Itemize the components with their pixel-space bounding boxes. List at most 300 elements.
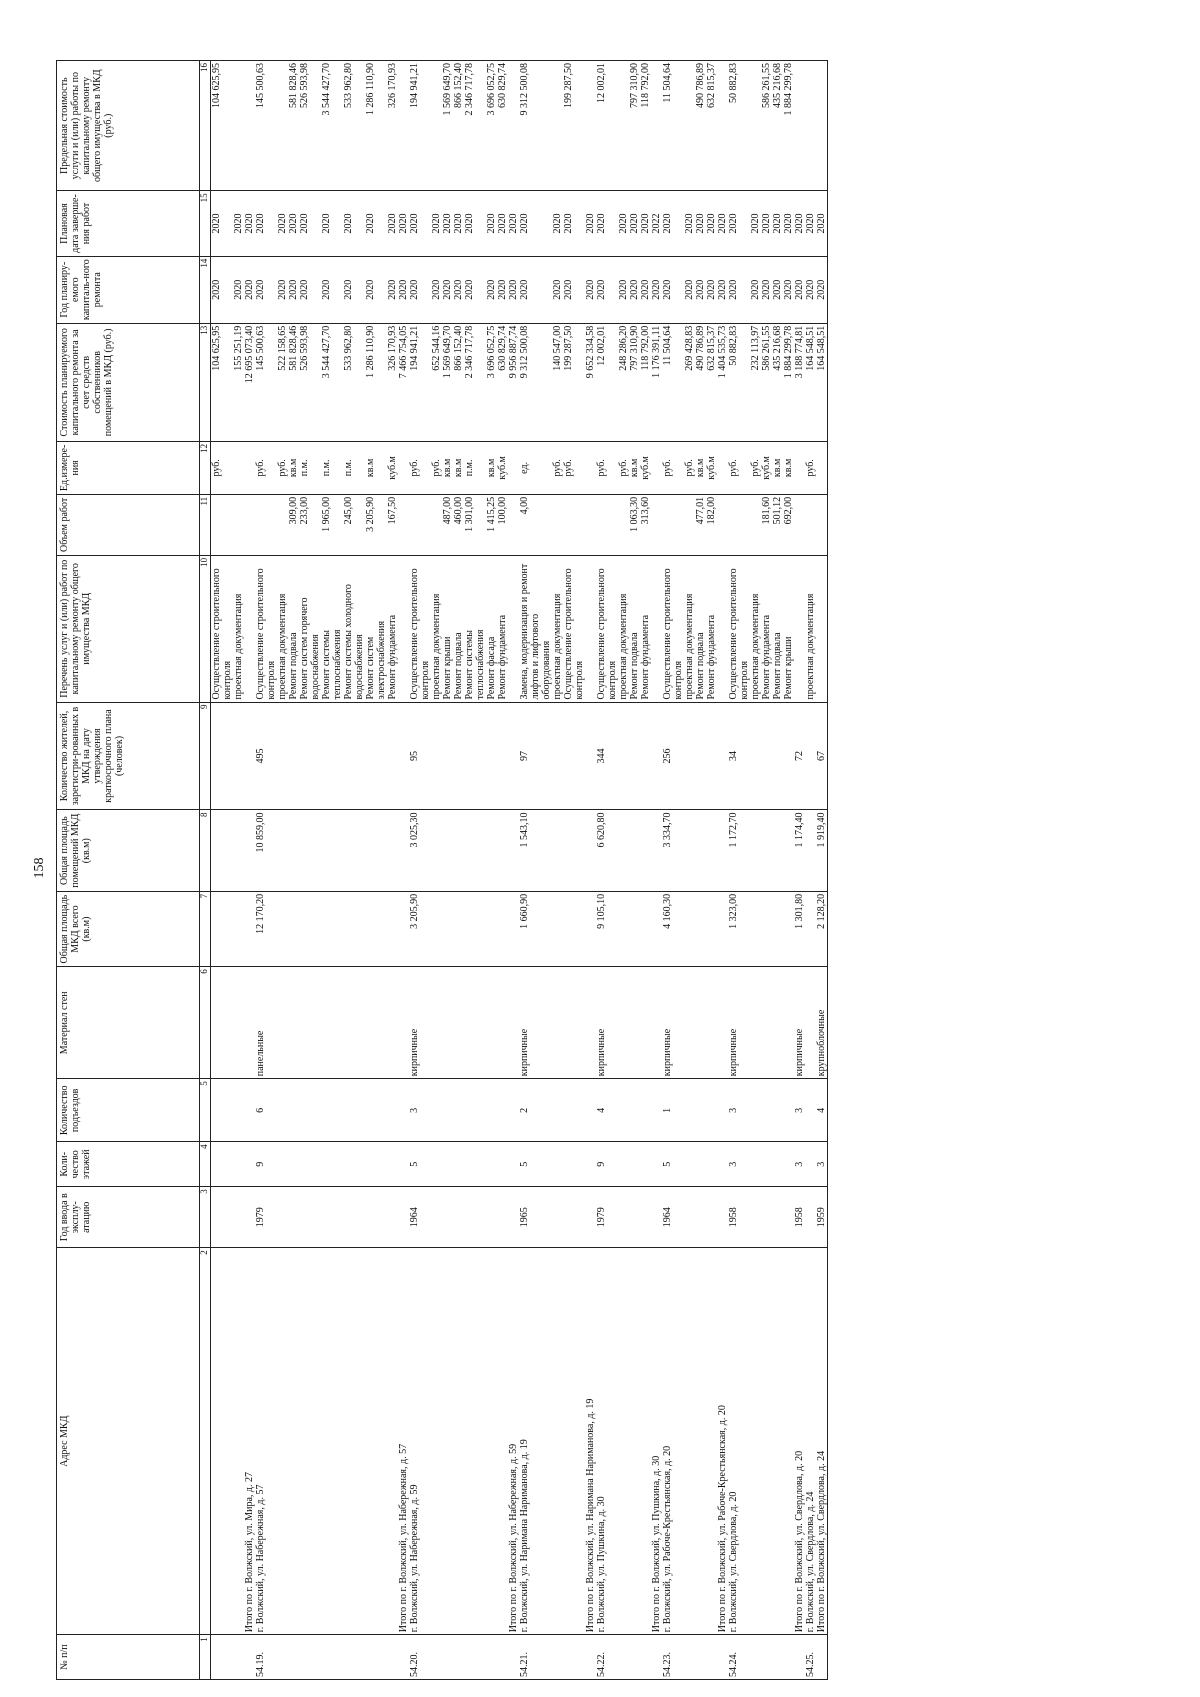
column-header: Общая площадь помещений МКД (кв.м) [57, 810, 200, 891]
table-cell [398, 494, 409, 555]
table-cell: 118 792,00 [640, 61, 651, 191]
table-cell [211, 1079, 234, 1142]
table-row [695, 61, 706, 1680]
table-row [706, 61, 717, 1680]
table-cell [783, 1187, 794, 1248]
table-cell: проектная документация [277, 555, 288, 702]
table-cell: 326 170,93 [387, 61, 398, 191]
table-cell [618, 891, 629, 966]
table-cell [442, 810, 453, 891]
table-cell: руб. [409, 441, 431, 494]
table-cell [794, 494, 805, 555]
table-cell [585, 1079, 596, 1142]
table-cell [706, 1187, 717, 1248]
table-cell: 526 593,98 [299, 323, 321, 441]
table-cell [255, 494, 277, 555]
table-cell: 54.23. [662, 1635, 684, 1680]
table-cell [497, 1248, 508, 1635]
table-cell: 2020 [211, 191, 234, 256]
table-cell [772, 967, 783, 1079]
table-cell: куб.м [387, 441, 398, 494]
table-cell [442, 1142, 453, 1187]
table-cell [442, 891, 453, 966]
table-cell: 233,00 [299, 494, 321, 555]
table-cell: руб. [563, 441, 585, 494]
table-cell [585, 967, 596, 1079]
table-cell: 586 261,55 [761, 61, 772, 191]
table-cell: Итого по г. Волжский, ул. Наримана Нариманова, д. 19 [585, 1248, 596, 1635]
table-cell [552, 1187, 563, 1248]
table-cell [464, 1187, 486, 1248]
table-row [761, 61, 772, 1680]
table-cell: Ремонт фундамента [706, 555, 717, 702]
table-cell: куб.м [706, 441, 717, 494]
table-cell [618, 1248, 629, 1635]
table-cell: Осуществление строительного контроля [409, 555, 431, 702]
table-cell [233, 1248, 244, 1635]
table-cell [365, 1187, 387, 1248]
table-cell [750, 61, 761, 191]
table-cell: 1 884 299,78 [783, 323, 794, 441]
table-cell: 269 428,83 [684, 323, 695, 441]
table-cell: 54.22. [596, 1635, 618, 1680]
table-cell: 309,00 [288, 494, 299, 555]
table-cell [508, 61, 519, 191]
table-cell [299, 1079, 321, 1142]
table-cell: 3 [409, 1079, 431, 1142]
column-header: Материал стен [57, 967, 200, 1079]
table-cell: 2020 [442, 191, 453, 256]
table-cell: кв.м [442, 441, 453, 494]
table-cell: Осуществление строительного контроля [728, 555, 750, 702]
table-cell [244, 1142, 255, 1187]
table-cell [244, 61, 255, 191]
table-cell: 2020 [563, 191, 585, 256]
table-cell [233, 1079, 244, 1142]
table-cell: Ремонт крыши [442, 555, 453, 702]
table-cell: 477,01 [695, 494, 706, 555]
table-cell [244, 1635, 255, 1680]
table-cell: руб. [431, 441, 442, 494]
table-cell: руб. [805, 441, 816, 494]
table-cell: 100,00 [497, 494, 508, 555]
table-cell [387, 1248, 398, 1635]
table-cell [299, 702, 321, 810]
table-cell: куб.м [497, 441, 508, 494]
table-cell: 2020 [563, 256, 585, 323]
table-cell [299, 1187, 321, 1248]
table-cell: 3 696 052,75 [486, 61, 497, 191]
table-cell: Итого по г. Волжский, ул. Свердлова, д. 24 [816, 1248, 828, 1635]
table-cell [618, 1142, 629, 1187]
table-cell: 164 548,51 [805, 323, 816, 441]
table-cell [563, 891, 585, 966]
table-cell [618, 494, 629, 555]
table-cell [244, 967, 255, 1079]
table-cell: 10 859,00 [255, 810, 277, 891]
table-cell [321, 1079, 343, 1142]
table-cell: 630 829,74 [497, 323, 508, 441]
table-cell [321, 891, 343, 966]
table-cell: 50 882,83 [728, 61, 750, 191]
table-cell [629, 702, 640, 810]
column-header: Адрес МКД [57, 1248, 200, 1635]
table-cell: 2020 [508, 191, 519, 256]
table-cell [750, 1635, 761, 1680]
table-cell [464, 1079, 486, 1142]
capital-repair-table [56, 60, 828, 1680]
table-cell: Ремонт подвала [453, 555, 464, 702]
table-cell: 2020 [772, 256, 783, 323]
table-cell [365, 702, 387, 810]
table-cell: 487,00 [442, 494, 453, 555]
table-cell: 2020 [640, 256, 651, 323]
table-cell: 7 466 754,05 [398, 323, 409, 441]
table-cell: 50 882,83 [728, 323, 750, 441]
table-cell: кв.м [783, 441, 794, 494]
table-cell: 435 216,68 [772, 61, 783, 191]
table-cell: 1979 [596, 1187, 618, 1248]
table-cell [211, 891, 234, 966]
table-cell [750, 1142, 761, 1187]
table-cell: 1 919,40 [816, 810, 828, 891]
table-cell: 460,00 [453, 494, 464, 555]
table-cell [277, 1187, 288, 1248]
table-cell: руб. [277, 441, 288, 494]
table-cell: 2020 [618, 191, 629, 256]
table-cell [244, 494, 255, 555]
table-cell: 2020 [365, 256, 387, 323]
table-cell [365, 967, 387, 1079]
table-row [596, 61, 618, 1680]
table-cell: 2020 [706, 256, 717, 323]
table-cell [431, 967, 442, 1079]
table-cell [629, 1079, 640, 1142]
table-cell [486, 1187, 497, 1248]
table-cell: 797 310,90 [629, 61, 640, 191]
table-cell: 95 [409, 702, 431, 810]
table-cell [431, 1635, 442, 1680]
table-cell: Осуществление строительного контроля [662, 555, 684, 702]
table-cell: Осуществление строительного контроля [563, 555, 585, 702]
table-cell [387, 967, 398, 1079]
table-cell [508, 810, 519, 891]
table-cell [508, 1142, 519, 1187]
table-cell [398, 1142, 409, 1187]
table-cell [717, 810, 728, 891]
table-cell [761, 1142, 772, 1187]
table-row [728, 61, 750, 1680]
table-cell: 2020 [277, 256, 288, 323]
table-cell: 2020 [728, 191, 750, 256]
table-cell: 2020 [805, 191, 816, 256]
table-cell: ед. [519, 441, 552, 494]
column-number: 9 [200, 702, 211, 810]
table-cell: 11 504,64 [662, 323, 684, 441]
table-cell: 2020 [486, 256, 497, 323]
table-cell [585, 891, 596, 966]
table-cell [629, 1142, 640, 1187]
table-cell [805, 494, 816, 555]
table-cell [684, 1079, 695, 1142]
table-cell [431, 891, 442, 966]
table-cell [233, 810, 244, 891]
table-cell: Ремонт фундамента [497, 555, 508, 702]
table-cell [387, 1187, 398, 1248]
table-cell [794, 441, 805, 494]
table-cell [233, 494, 244, 555]
table-cell: п.м. [343, 441, 365, 494]
table-cell: 313,60 [640, 494, 651, 555]
table-cell [761, 1187, 772, 1248]
table-cell: 182,00 [706, 494, 717, 555]
table-cell: Осуществление строительного контроля [255, 555, 277, 702]
column-number-row [200, 61, 211, 1680]
table-cell [211, 494, 234, 555]
table-cell [233, 1187, 244, 1248]
table-cell [750, 1187, 761, 1248]
table-cell: 581 828,46 [288, 323, 299, 441]
table-cell [761, 967, 772, 1079]
table-cell [288, 1248, 299, 1635]
table-cell [233, 967, 244, 1079]
table-cell [783, 1248, 794, 1635]
table-cell: 490 786,89 [695, 323, 706, 441]
table-cell: 2020 [321, 256, 343, 323]
table-cell [464, 1248, 486, 1635]
table-row [750, 61, 761, 1680]
table-cell [497, 1079, 508, 1142]
table-cell [585, 702, 596, 810]
table-cell [794, 1635, 805, 1680]
table-cell: 2020 [453, 191, 464, 256]
table-cell: панельные [255, 967, 277, 1079]
table-cell: 2020 [552, 191, 563, 256]
table-cell [552, 1248, 563, 1635]
table-cell [442, 702, 453, 810]
table-row [211, 61, 234, 1680]
table-cell [365, 1635, 387, 1680]
table-cell [288, 967, 299, 1079]
table-cell: 9 652 334,58 [585, 323, 596, 441]
table-cell: 1958 [728, 1187, 750, 1248]
table-cell: руб. [750, 441, 761, 494]
table-cell: п.м. [464, 441, 486, 494]
table-cell: руб. [596, 441, 618, 494]
table-cell [387, 810, 398, 891]
table-cell: 3 696 052,75 [486, 323, 497, 441]
table-cell [717, 1079, 728, 1142]
table-cell [343, 810, 365, 891]
table-cell: Ремонт системы теплоснабжения [464, 555, 486, 702]
table-cell: 1 [662, 1079, 684, 1142]
column-number: 11 [200, 494, 211, 555]
table-cell [651, 1142, 662, 1187]
table-cell: 2020 [453, 256, 464, 323]
table-cell [398, 967, 409, 1079]
table-cell [211, 1187, 234, 1248]
table-cell [695, 1635, 706, 1680]
table-cell [651, 810, 662, 891]
table-cell: 2020 [299, 191, 321, 256]
table-cell [706, 1635, 717, 1680]
table-cell [387, 1142, 398, 1187]
table-cell [717, 967, 728, 1079]
table-cell [244, 555, 255, 702]
table-cell: 9 105,10 [596, 891, 618, 966]
table-cell [486, 891, 497, 966]
table-cell [497, 1187, 508, 1248]
table-cell [695, 702, 706, 810]
table-cell: 2020 [442, 256, 453, 323]
table-cell [442, 1079, 453, 1142]
table-cell: 3 544 427,70 [321, 61, 343, 191]
table-cell: 194 941,21 [409, 323, 431, 441]
table-cell [695, 810, 706, 891]
table-cell [343, 891, 365, 966]
table-cell: п.м. [299, 441, 321, 494]
table-cell [299, 810, 321, 891]
table-cell [640, 702, 651, 810]
table-cell [706, 702, 717, 810]
table-cell [761, 1079, 772, 1142]
table-cell: 2 346 717,78 [464, 61, 486, 191]
table-row [618, 61, 629, 1680]
table-cell: Ремонт систем электроснабжения [365, 555, 387, 702]
table-cell: 2020 [596, 256, 618, 323]
table-cell [398, 1187, 409, 1248]
table-body [211, 61, 828, 1680]
column-number: 16 [200, 61, 211, 191]
table-cell: кирпичные [794, 967, 805, 1079]
table-cell [783, 967, 794, 1079]
table-cell: 4 160,30 [662, 891, 684, 966]
table-cell: 2020 [409, 256, 431, 323]
table-cell [211, 1635, 234, 1680]
table-cell [684, 494, 695, 555]
table-cell [717, 1635, 728, 1680]
table-cell: кв.м [453, 441, 464, 494]
table-cell: 1 174,40 [794, 810, 805, 891]
table-cell: 3 025,30 [409, 810, 431, 891]
table-cell [321, 1248, 343, 1635]
table-cell: Ремонт системы теплоснабжения [321, 555, 343, 702]
table-cell [277, 1142, 288, 1187]
table-row [277, 61, 288, 1680]
table-cell [211, 810, 234, 891]
table-cell: кирпичные [596, 967, 618, 1079]
table-cell [464, 810, 486, 891]
table-cell [299, 967, 321, 1079]
table-cell: 2020 [662, 191, 684, 256]
table-cell: 145 500,63 [255, 323, 277, 441]
table-cell: 9 [596, 1142, 618, 1187]
table-cell [651, 967, 662, 1079]
column-header: Общая площадь МКД всего (кв.м) [57, 891, 200, 966]
table-cell: 2020 [684, 191, 695, 256]
table-cell [277, 1635, 288, 1680]
table-cell: 2020 [244, 191, 255, 256]
table-cell: 2020 [299, 256, 321, 323]
table-cell [695, 1187, 706, 1248]
table-cell [805, 891, 816, 966]
table-row [783, 61, 794, 1680]
table-cell: 164 548,51 [816, 323, 828, 441]
table-cell [640, 967, 651, 1079]
table-cell [233, 441, 244, 494]
table-cell: 2020 [629, 256, 640, 323]
table-cell: Ремонт системы холодного водоснабжения [343, 555, 365, 702]
table-cell: Ремонт крыши [783, 555, 794, 702]
table-cell: 2020 [464, 191, 486, 256]
table-cell [453, 1142, 464, 1187]
table-row [464, 61, 486, 1680]
table-cell [684, 1187, 695, 1248]
table-cell [684, 1142, 695, 1187]
table-cell: 199 287,50 [563, 323, 585, 441]
table-cell: 3 205,90 [365, 494, 387, 555]
table-cell [805, 1142, 816, 1187]
table-cell: 797 310,90 [629, 323, 640, 441]
table-cell: Ремонт фундамента [640, 555, 651, 702]
table-cell [299, 1635, 321, 1680]
table-row [255, 61, 277, 1680]
table-cell: г. Волжский, ул. Наримана Нариманова, д. 19 [519, 1248, 552, 1635]
table-cell [288, 1635, 299, 1680]
table-cell [563, 1248, 585, 1635]
column-number: 6 [200, 967, 211, 1079]
table-row [321, 61, 343, 1680]
table-cell [695, 1248, 706, 1635]
table-cell: кв.м [365, 441, 387, 494]
table-cell [750, 810, 761, 891]
table-cell [453, 891, 464, 966]
table-cell [277, 810, 288, 891]
table-cell: 2020 [750, 256, 761, 323]
table-cell: Итого по г. Волжский, ул. Рабоче-Крестьянская, д. 20 [717, 1248, 728, 1635]
table-cell: Ремонт фундамента [387, 555, 398, 702]
table-cell: кв.м [772, 441, 783, 494]
table-cell: 1 286 110,90 [365, 323, 387, 441]
table-cell: 54.20. [409, 1635, 431, 1680]
table-cell [695, 967, 706, 1079]
table-cell [442, 1187, 453, 1248]
table-cell [431, 61, 442, 191]
table-cell [585, 61, 596, 191]
table-cell [343, 702, 365, 810]
table-cell [717, 1187, 728, 1248]
table-cell [750, 494, 761, 555]
column-number: 7 [200, 891, 211, 966]
table-cell: 1 323,00 [728, 891, 750, 966]
table-cell [442, 967, 453, 1079]
table-cell [618, 1079, 629, 1142]
table-cell [684, 967, 695, 1079]
table-cell: 12 170,20 [255, 891, 277, 966]
table-cell [277, 61, 288, 191]
table-cell: Итого по г. Волжский, ул. Свердлова, д. 20 [794, 1248, 805, 1635]
table-cell [453, 1079, 464, 1142]
table-cell [772, 1142, 783, 1187]
column-header: Предельная стоимость услуги и (или) работы по капитальному ремонту общего имущества в МКД (руб.) [57, 61, 200, 191]
table-cell [431, 810, 442, 891]
table-cell [783, 702, 794, 810]
table-cell: 692,00 [783, 494, 794, 555]
table-cell: 12 695 073,40 [244, 323, 255, 441]
table-cell [552, 1142, 563, 1187]
table-cell: 2020 [794, 256, 805, 323]
table-cell: 2020 [662, 256, 684, 323]
